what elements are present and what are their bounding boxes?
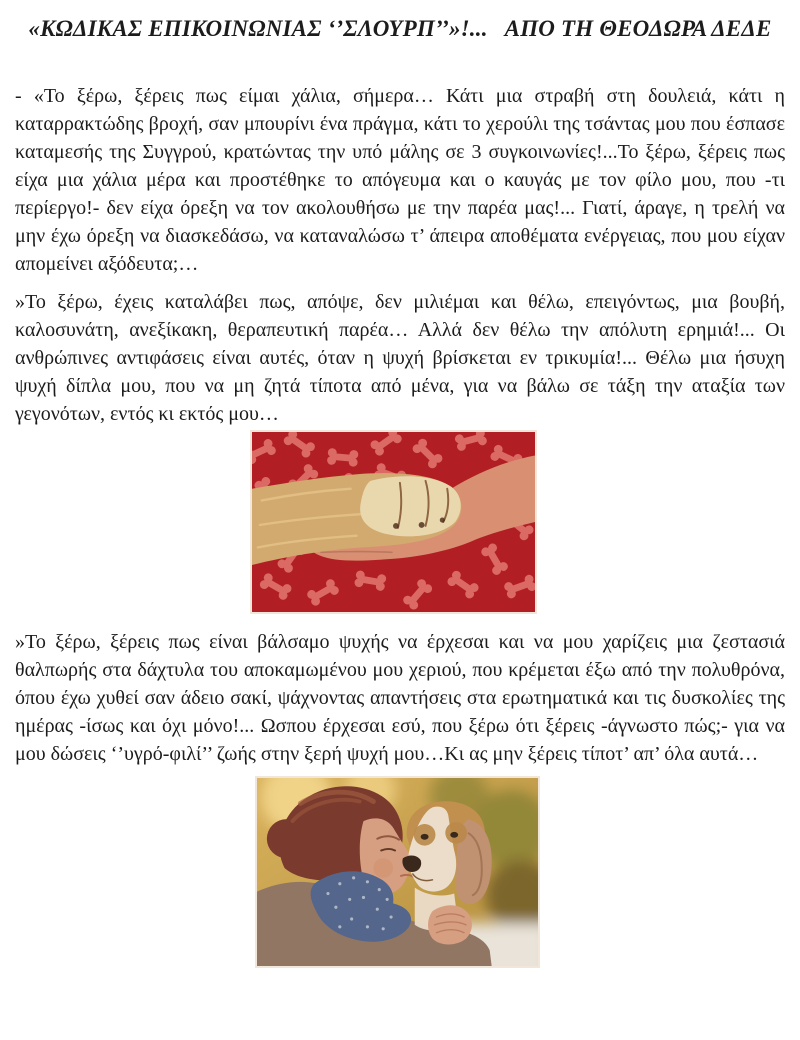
paragraph-3: »Το ξέρω, ξέρεις πως είναι βάλσαμο ψυχής να έρχεσαι και να μου χαρίζεις μια ζεστασιά θαλπωρής στα δάχτυλα του αποκαμωμένου μου χεριού, που κρέμεται έξω από την πολυθρόνα, όπου έχω χυθεί σαν άδειο σακί, ψάχνοντας απαντήσεις στα ερωτηματικά και τις δυσκολίες της ημέρας -ίσως και όχι μόνο!... Ωσπου έρχεσαι εσύ, που ξέρω ότι ξέρεις -άγνωστο πώς;- για να μου δώσεις ‘’υγρό-φιλί’’ ζωής στην ξερή ψυχή μου…Κι ας μην ξέρεις τίποτ’ απ’ όλα αυτά… [15,631,785,765]
warm-tone-overlay [257,778,538,966]
paragraph-2: »Το ξέρω, έχεις καταλάβει πως, απόψε, δεν μιλιέμαι και θέλω, επειγόντως, μια βουβή, καλοσυνάτη, ανεξίκακη, θεραπευτική παρέα… Αλλά δεν θέλω την απόλυτη ερημιά!... Οι ανθρώπινες αντιφάσεις είναι αυτές, όταν η ψυχή βρίσκεται εν τρικυμία!... Θέλω μια ήσυχη ψυχή δίπλα μου, που να μη ζητά τίποτα από μένα, για να βάλω σε τάξη την αταξία των γεγονότων, εντός κι εκτός μου… [15,291,785,425]
page-title: «ΚΩΔΙΚΑΣ ΕΠΙΚΟΙΝΩΝΙΑΣ ‘’ΣΛΟΥΡΠ’’»!... ΑΠΟ ΤΗ ΘΕΟΔΩΡΑ ΔΕΔΕ [28,16,772,41]
paw-in-hand-photo [250,430,537,614]
paw-in-hand-illustration [252,432,535,612]
woman-beagle-illustration [257,778,538,966]
paragraph-1: - «Το ξέρω, ξέρεις πως είμαι χάλια, σήμερα… Κάτι μια στραβή στη δουλειά, κάτι η καταρρακτώδης βροχή, σαν μπουρίνι ένα πράγμα, κάτι το χερούλι της τσάντας μου που έσπασε καταμεσής της Συγγρού, κρατώντας την υπό μάλης σε 3 συγκοινωνίες!...Το ξέρω, ξέρεις πως είχα μια χάλια μέρα και προστέθηκε το απόγευμα και ο καυγάς με τον φίλο μου, που -τι περίεργο!- δεν είχα όρεξη να τον ακολουθήσω με την παρέα μας!... Γιατί, άραγε, η τρελή να μην έχω όρεξη να διασκεδάσω, να καταναλώσω τ’ άπειρα αποθέματα ενέργειας, που μου είχαν απομείνει αξόδευτα;… [15,85,785,275]
woman-kissing-beagle-photo [255,776,540,968]
